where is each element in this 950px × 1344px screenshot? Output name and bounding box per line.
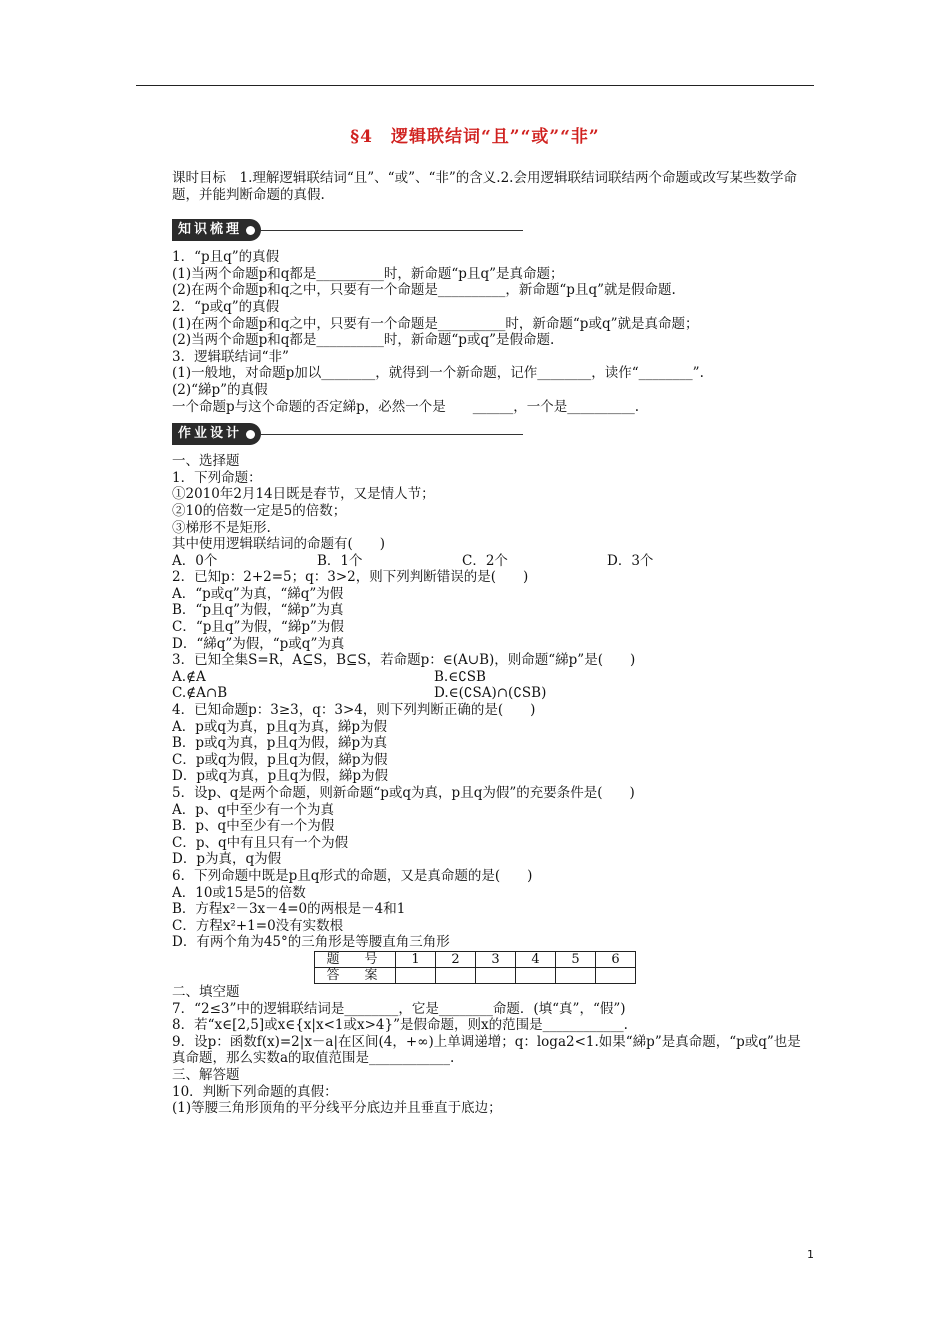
question-10-sub: (1)等腰三角形顶角的平分线平分底边并且垂直于底边； [172,1100,502,1117]
question-10: 10．判断下列命题的真假： [172,1083,338,1100]
answer-cell[interactable] [556,967,596,983]
question-5 [172,785,814,868]
question-ask: 其中使用逻辑联结词的命题有( ) [172,536,386,553]
section-header-knowledge [172,217,814,243]
knowledge-line: 一个命题p与这个命题的否定綈p，必然一个是 ______，一个是__________. [172,398,640,415]
question-1 [172,470,814,570]
document-body [172,170,814,1117]
knowledge-line: (2)在两个命题p和q之中，只要有一个命题是__________，新命题“p且q”就是假命题. [172,282,676,299]
part-title: 二、填空题 [172,983,240,1000]
question-8: 8．若“x∈[2,5]或x∈{x|x<1或x>4}”是假命题，则x的范围是____________. [172,1017,628,1034]
answer-cell[interactable] [476,967,516,983]
page-number: 1 [807,1248,814,1261]
option: A．0个 [172,552,218,569]
table-cell: 1 [396,951,436,967]
knowledge-line: (2)“綈p”的真假 [172,381,268,398]
part-title: 三、解答题 [172,1066,240,1083]
knowledge-line: (1)当两个命题p和q都是__________时，新命题“p且q”是真命题； [172,265,564,282]
option: C．p或q为假，p且q为假，綈p为假 [172,751,388,768]
knowledge-line: (2)当两个命题p和q都是__________时，新命题“p或q”是假命题. [172,332,555,349]
section-label: 知识梳理 [178,221,243,237]
question-item: ①2010年2月14日既是春节，又是情人节； [172,486,435,503]
option: C．p、q中有且只有一个为假 [172,834,349,851]
knowledge-line: 2．“p或q”的真假 [172,298,280,315]
knowledge-line: (1)一般地，对命题p加以________，就得到一个新命题，记作________，读作“________”. [172,365,704,382]
table-cell: 4 [516,951,556,967]
option: B．“p且q”为假，“綈p”为真 [172,602,344,619]
question-2 [172,569,814,652]
table-header-cell: 题 号 [315,951,396,967]
knowledge-line: (1)在两个命题p和q之中，只要有一个命题是__________时，新命题“p或q”就是真命题； [172,315,699,332]
knowledge-line: 3．逻辑联结词“非” [172,348,289,365]
option: B．1个 [317,552,363,569]
option: B．p、q中至少有一个为假 [172,818,335,835]
option: C．“p且q”为假，“綈p”为假 [172,619,344,636]
option: C．2个 [462,552,508,569]
question-stem: 2．已知p：2+2=5；q：3>2，则下列判断错误的是( ) [172,569,529,586]
page-title: §4 逻辑联结词“且”“或”“非” [350,127,600,147]
option: B.∈∁SB [434,668,486,685]
question-3 [172,652,814,702]
options-row [172,669,814,686]
question-6 [172,868,814,951]
question-stem: 5．设p、q是两个命题，则新命题“p或q为真，p且q为假”的充要条件是( ) [172,785,635,801]
part-title: 一、选择题 [172,453,240,470]
table-cell: 2 [436,951,476,967]
table-cell: 5 [556,951,596,967]
option: D.∈(∁SA)∩(∁SB) [434,685,547,702]
section-underline [261,434,523,435]
option: C．方程x²+1=0没有实数根 [172,917,344,934]
options-row [172,685,814,702]
option: A．10或15是5的倍数 [172,884,306,901]
option: C.∉A∩B [172,685,228,702]
question-stem: 3．已知全集S=R，A⊆S，B⊆S，若命题p：∈(A∪B)，则命题“綈p”是( ) [172,652,636,669]
option: D．“綈q”为假，“p或q”为真 [172,635,345,652]
question-stem: 6．下列命题中既是p且q形式的命题，又是真命题的是( ) [172,867,533,884]
section-underline [261,230,523,231]
knowledge-line: 1．“p且q”的真假 [172,249,280,266]
option: B．p或q为真，p且q为假，綈p为真 [172,735,388,752]
question-7: 7．“2≤3”中的逻辑联结词是________，它是________命题．(填“真”，“假”) [172,1000,626,1017]
table-header-cell: 答 案 [315,967,396,983]
answer-table [314,951,636,984]
header-rule [136,85,814,86]
answer-cell[interactable] [516,967,556,983]
option: D．有两个角为45°的三角形是等腰直角三角形 [172,934,450,951]
section-label: 作业设计 [178,425,243,441]
option: D．p为真，q为假 [172,851,282,868]
table-cell: 3 [476,951,516,967]
section-header-homework [172,421,814,447]
knowledge-list [172,249,814,415]
question-item: ③梯形不是矩形. [172,519,271,536]
option: D．p或q为真，p且q为假，綈p为假 [172,768,389,785]
answer-cell[interactable] [396,967,436,983]
question-item: ②10的倍数一定是5的倍数； [172,502,347,519]
answer-cell[interactable] [596,967,636,983]
option: A．“p或q”为真，“綈q”为假 [172,585,344,602]
question-9: 9．设p：函数f(x)=2|x－a|在区间(4，+∞)上单调递增；q：loga2<1.如果“綈p”是真命题，“p或q”也是真命题，那么实数a的取值范围是____________. [172,1033,801,1067]
question-stem: 1．下列命题： [172,469,262,486]
option: B．方程x²－3x－4=0的两根是－4和1 [172,901,406,918]
question-4 [172,702,814,785]
bullet-dot-icon [246,226,255,235]
option: A.∉A [172,668,206,685]
question-stem: 4．已知命题p：3≥3，q：3>4，则下列判断正确的是( ) [172,702,536,719]
bullet-dot-icon [246,430,255,439]
table-cell: 6 [596,951,636,967]
options-row [172,553,814,570]
table-row [315,951,636,967]
answer-cell[interactable] [436,967,476,983]
table-row [315,967,636,983]
option: A．p、q中至少有一个为真 [172,801,335,818]
lesson-goal: 课时目标 1.理解逻辑联结词“且”、“或”、“非”的含义.2.会用逻辑联结词联结两个命题或改写某些数学命题，并能判断命题的真假. [172,170,797,203]
option: D．3个 [607,552,654,569]
option: A．p或q为真，p且q为真，綈p为假 [172,718,387,735]
